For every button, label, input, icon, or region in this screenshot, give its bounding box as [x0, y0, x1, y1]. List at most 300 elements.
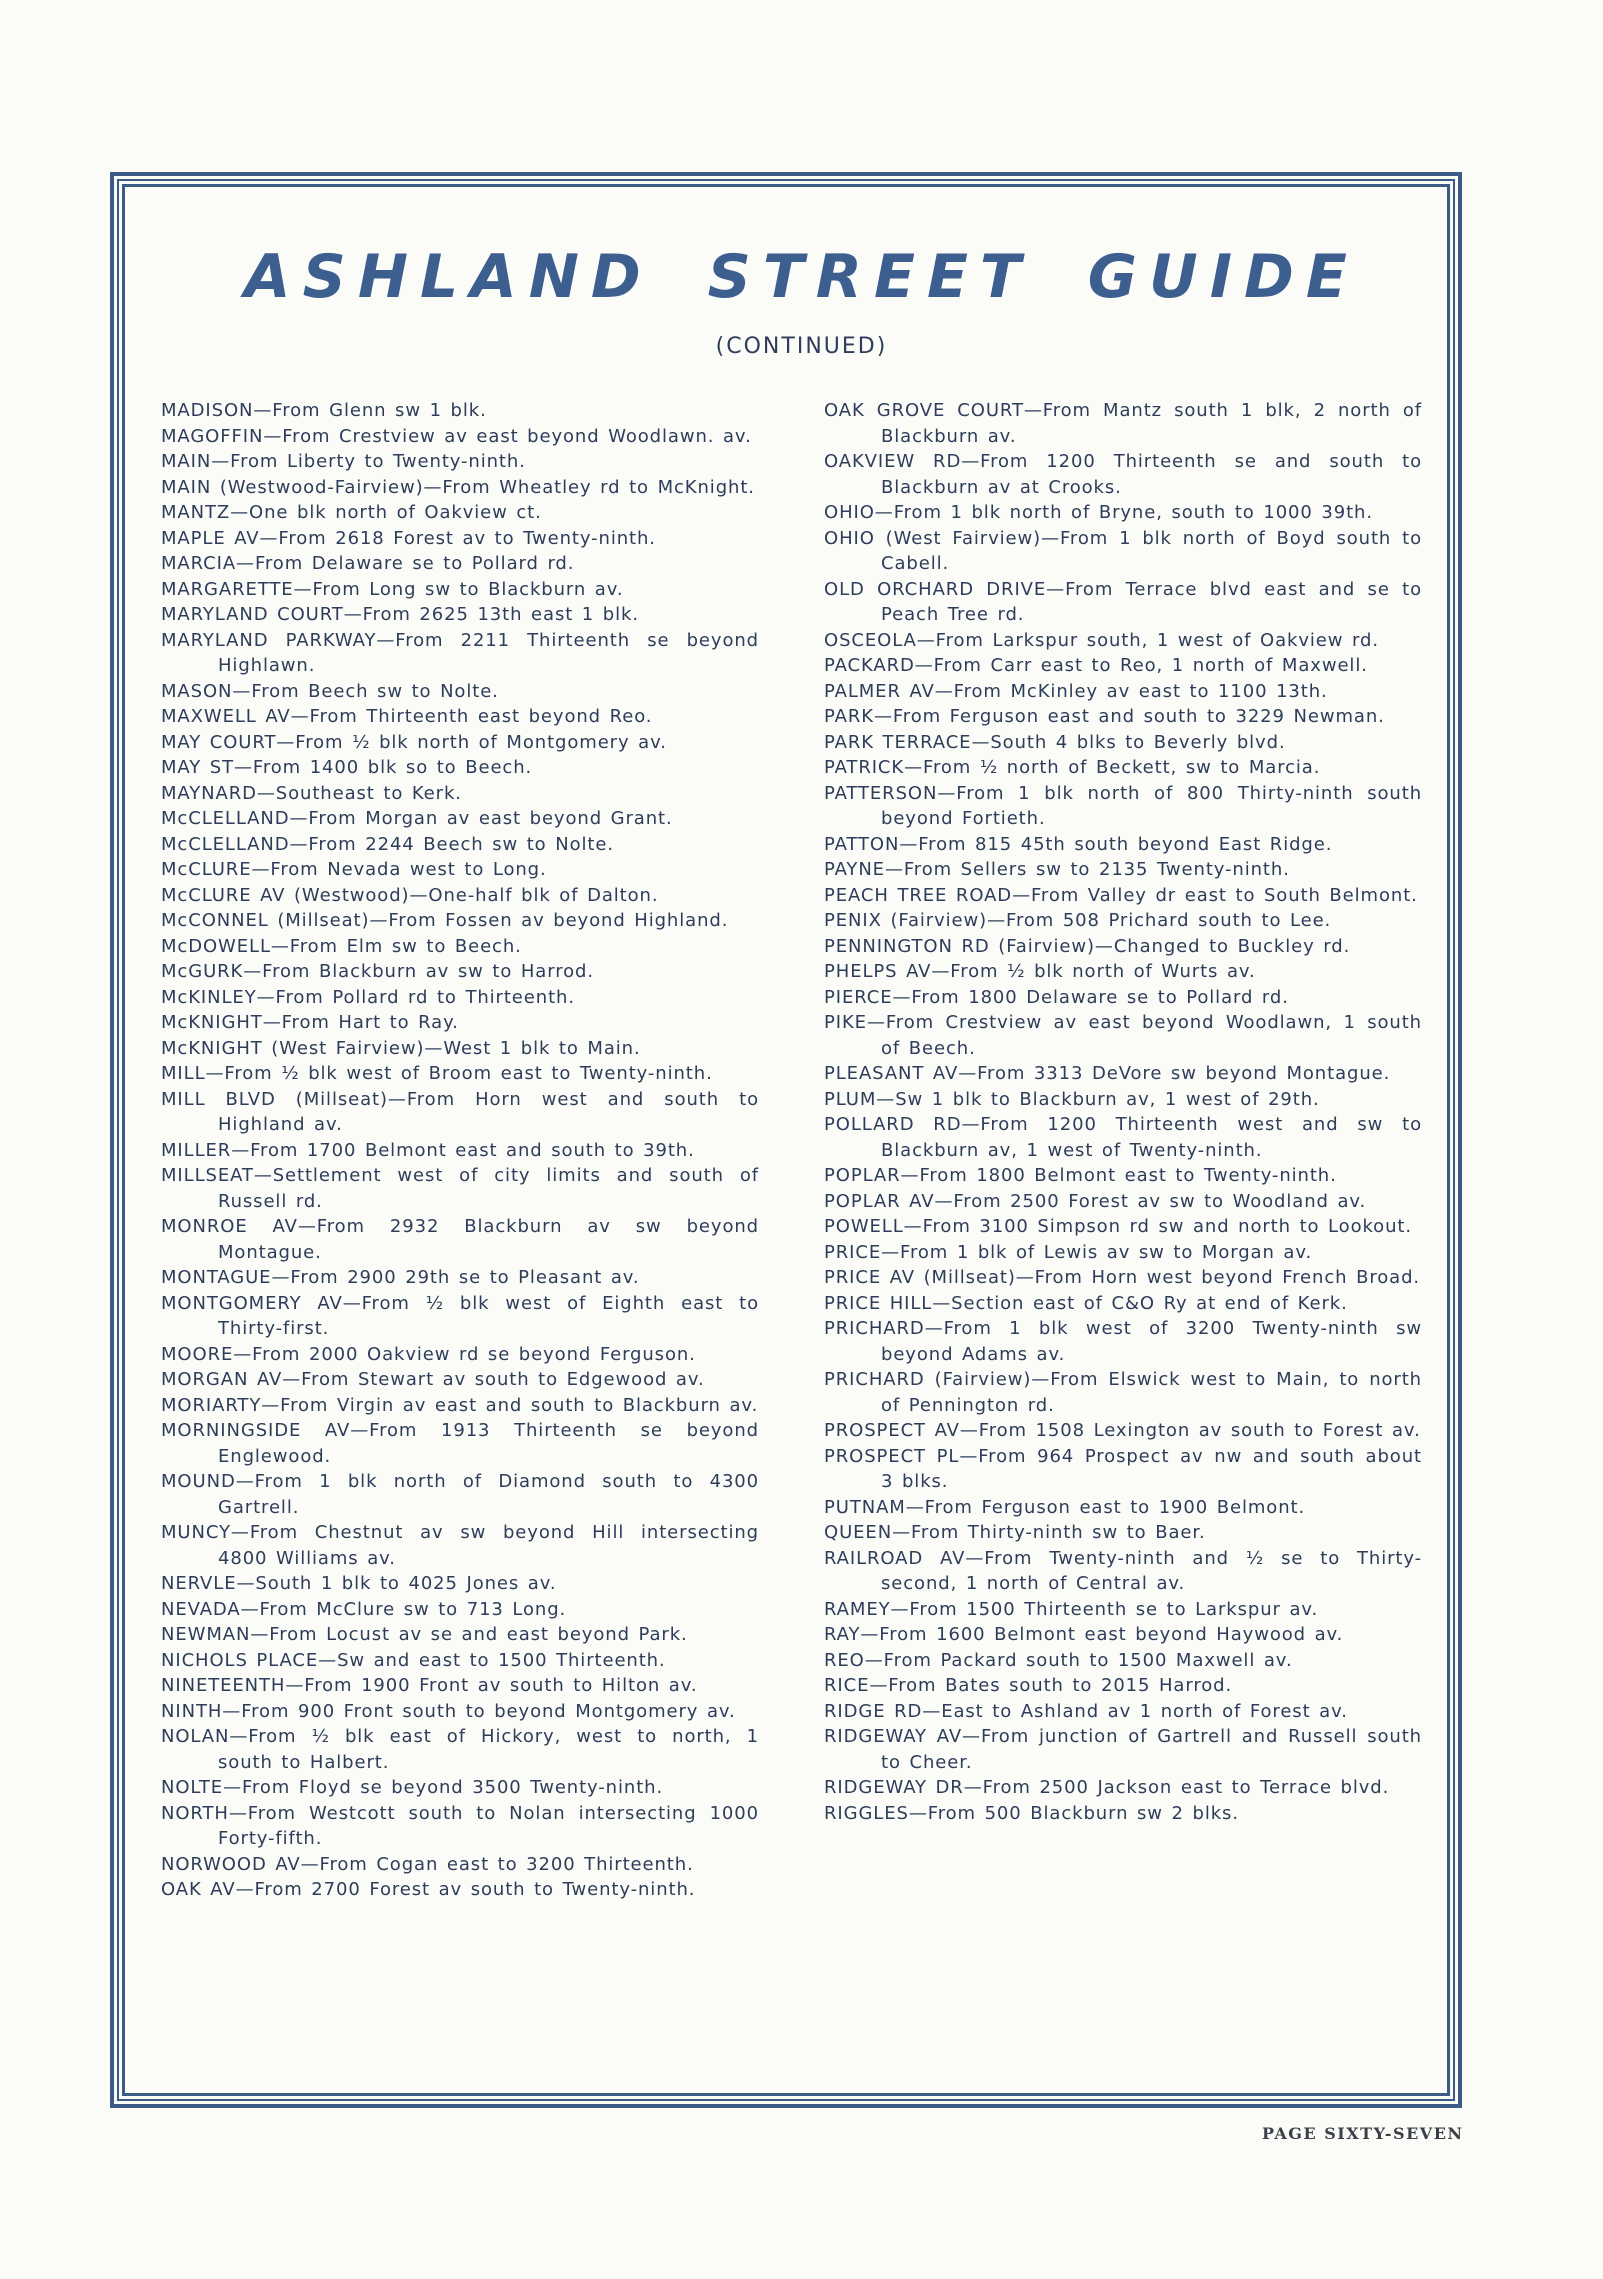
street-entry — [824, 577, 1422, 628]
street-description: From Long sw to Blackburn av. — [312, 578, 624, 600]
street-entry — [824, 755, 1422, 781]
em-dash-separator: — — [271, 1267, 291, 1288]
em-dash-separator: — — [965, 1547, 985, 1569]
em-dash-separator: — — [259, 527, 279, 549]
street-name: McCLURE — [161, 859, 252, 880]
street-description: From Elswick west to Main, to north of Pennington rd. — [881, 1369, 1422, 1416]
street-entry — [161, 679, 759, 705]
street-name: PIKE — [824, 1012, 867, 1033]
em-dash-separator: — — [937, 782, 957, 804]
em-dash-separator: — — [423, 476, 443, 498]
street-name: MASON — [161, 680, 233, 702]
em-dash-separator: — — [1031, 1369, 1051, 1390]
street-name: NOLAN — [161, 1726, 230, 1747]
em-dash-separator: — — [932, 1292, 952, 1314]
em-dash-separator: — — [914, 655, 934, 676]
street-entry — [824, 1801, 1422, 1827]
street-description: From 2000 Oakview rd se beyond Ferguson. — [252, 1343, 696, 1365]
street-description: From 1508 Lexington av south to Forest av. — [978, 1420, 1421, 1441]
street-entry — [161, 475, 759, 501]
street-name: OLD ORCHARD DRIVE — [824, 578, 1047, 600]
street-name: OHIO — [824, 502, 875, 523]
street-description: From 1913 Thirteenth se beyond Englewood. — [218, 1420, 759, 1467]
street-entry — [161, 1622, 759, 1648]
street-entry — [824, 908, 1422, 934]
em-dash-separator: — — [282, 1369, 302, 1390]
street-name: OAK GROVE COURT — [824, 400, 1024, 421]
em-dash-separator: — — [905, 1496, 925, 1518]
street-entry — [161, 602, 759, 628]
em-dash-separator: — — [881, 1241, 901, 1263]
street-description: From 1600 Belmont east beyond Haywood av. — [879, 1624, 1344, 1645]
em-dash-separator: — — [211, 451, 231, 472]
street-description: From Pollard rd to Thirteenth. — [275, 986, 575, 1008]
street-name: McCLELLAND — [161, 808, 290, 829]
street-description: From 1200 Thirteenth se and south to Blackburn av at Crooks. — [881, 451, 1422, 498]
street-entry — [824, 704, 1422, 730]
street-name: McGURK — [161, 961, 244, 982]
street-entry — [824, 857, 1422, 883]
street-entry — [824, 1316, 1422, 1367]
street-name: OAK AV — [161, 1879, 236, 1900]
em-dash-separator: — — [350, 1420, 370, 1441]
street-entry — [161, 1010, 759, 1036]
street-entry — [161, 1699, 759, 1725]
em-dash-separator: — — [866, 1012, 886, 1033]
em-dash-separator: — — [869, 1675, 889, 1696]
em-dash-separator: — — [904, 757, 924, 778]
street-name: RIDGEWAY AV — [824, 1726, 963, 1747]
street-list-right-column — [824, 398, 1422, 1826]
street-name: OSCEOLA — [824, 629, 917, 651]
em-dash-separator: — — [230, 1522, 250, 1543]
street-description: From Mantz south 1 blk, 2 north of Blackburn av. — [881, 400, 1422, 447]
street-entry — [161, 1571, 759, 1597]
street-entry — [824, 1189, 1422, 1215]
street-name: NEVADA — [161, 1598, 241, 1620]
street-name: RIDGE RD — [824, 1700, 923, 1722]
street-description: From Wheatley rd to McKnight. — [442, 476, 755, 498]
em-dash-separator: — — [931, 961, 951, 982]
street-description: From Valley dr east to South Belmont. — [1030, 884, 1418, 906]
street-name: RAILROAD AV — [824, 1547, 966, 1569]
street-description: From Morgan av east beyond Grant. — [308, 808, 673, 829]
street-entry — [824, 1444, 1422, 1495]
street-description: From 1 blk north of Diamond south to 4300 Gartrell. — [218, 1471, 759, 1518]
street-name: PROSPECT PL — [824, 1445, 960, 1467]
street-entry — [824, 526, 1422, 577]
em-dash-separator: — — [285, 1675, 305, 1696]
em-dash-separator: — — [959, 1420, 979, 1441]
street-description: From Larkspur south, 1 west of Oakview rd. — [935, 629, 1379, 651]
street-description: From Blackburn av sw to Harrod. — [262, 961, 594, 982]
street-entry — [161, 1418, 759, 1469]
em-dash-separator: — — [228, 1802, 248, 1824]
street-name: McCLURE AV (Westwood) — [161, 884, 410, 906]
em-dash-separator: — — [297, 1216, 317, 1237]
street-entry — [824, 1010, 1422, 1061]
street-entry — [824, 1622, 1422, 1648]
street-name: MAYNARD — [161, 782, 257, 804]
street-description: From 3100 Simpson rd sw and north to Lookout. — [922, 1216, 1412, 1237]
street-description: East to Ashland av 1 north of Forest av. — [941, 1700, 1348, 1722]
street-entry — [824, 1699, 1422, 1725]
street-name: PLUM — [824, 1088, 877, 1110]
street-name: OHIO (West Fairview) — [824, 527, 1042, 549]
street-description: From McKinley av east to 1100 13th. — [953, 680, 1328, 702]
street-entry — [824, 1546, 1422, 1597]
street-name: NERVLE — [161, 1573, 237, 1594]
street-description: From ½ blk west of Eighth east to Thirty-first. — [218, 1292, 759, 1339]
em-dash-separator: — — [222, 1700, 242, 1722]
street-description: From Terrace blvd east and se to Peach Tree rd. — [881, 578, 1422, 625]
street-description: From ½ blk north of Wurts av. — [950, 961, 1256, 982]
street-description: From Cogan east to 3200 Thirteenth. — [319, 1853, 694, 1875]
street-entry — [824, 1163, 1422, 1189]
em-dash-separator: — — [987, 910, 1006, 931]
street-name: PUTNAM — [824, 1496, 906, 1518]
street-name: McKINLEY — [161, 986, 257, 1008]
street-entry — [161, 832, 759, 858]
street-description: From 2700 Forest av south to Twenty-ninth. — [254, 1879, 696, 1900]
street-description: From Ferguson east to 1900 Belmont. — [924, 1496, 1306, 1518]
street-entry — [824, 1112, 1422, 1163]
street-entry — [824, 1214, 1422, 1240]
street-name: McCONNEL (Millseat) — [161, 910, 370, 931]
street-name: PIERCE — [824, 986, 893, 1008]
street-description: From McClure sw to 713 Long. — [259, 1598, 567, 1620]
street-entry — [161, 1520, 759, 1571]
street-name: McKNIGHT — [161, 1012, 263, 1033]
street-description: From Horn west and south to Highland av. — [218, 1088, 760, 1135]
street-description: From Nevada west to Long. — [270, 859, 547, 880]
street-entry — [161, 1214, 759, 1265]
street-entry — [824, 985, 1422, 1011]
street-name: POLLARD RD — [824, 1114, 962, 1135]
em-dash-separator: — — [963, 1777, 983, 1798]
street-list-left-column — [161, 398, 759, 1903]
em-dash-separator: — — [263, 425, 283, 447]
street-entry — [824, 1061, 1422, 1087]
em-dash-separator: — — [899, 833, 919, 855]
em-dash-separator: — — [934, 1190, 954, 1212]
em-dash-separator: — — [1046, 578, 1066, 600]
street-entry — [161, 1291, 759, 1342]
street-name: McCLELLAND — [161, 833, 290, 855]
street-entry — [824, 500, 1422, 526]
street-description: From 1500 Thirteenth se to Larkspur av. — [909, 1598, 1319, 1620]
street-description: From 508 Prichard south to Lee. — [1006, 910, 1332, 931]
street-entry — [824, 628, 1422, 654]
street-name: PEACH TREE ROAD — [824, 884, 1013, 906]
street-entry — [161, 806, 759, 832]
street-name: MONTGOMERY AV — [161, 1292, 343, 1314]
street-name: PATRICK — [824, 757, 905, 778]
street-entry — [161, 1852, 759, 1878]
street-description: From ½ blk north of Montgomery av. — [295, 731, 667, 753]
street-description: From Hart to Ray. — [281, 1012, 459, 1033]
em-dash-separator: — — [387, 1088, 407, 1110]
street-description: From 815 45th south beyond East Ridge. — [918, 833, 1333, 855]
street-name: NORWOOD AV — [161, 1853, 301, 1875]
street-entry — [824, 679, 1422, 705]
street-name: MAIN (Westwood-Fairview) — [161, 476, 424, 498]
street-description: South 4 blks to Beverly blvd. — [990, 731, 1286, 753]
street-entry — [824, 1724, 1422, 1775]
em-dash-separator: — — [251, 859, 271, 880]
street-entry — [161, 1061, 759, 1087]
street-entry — [161, 1775, 759, 1801]
street-name: MARGARETTE — [161, 578, 294, 600]
em-dash-separator: — — [270, 935, 290, 957]
em-dash-separator: — — [229, 1726, 249, 1747]
street-name: PRICE — [824, 1241, 882, 1263]
em-dash-separator: — — [1015, 1267, 1035, 1288]
street-entry — [161, 1393, 759, 1419]
street-description: From Westcott south to Nolan intersecting 1000 Forty-fifth. — [218, 1802, 759, 1849]
street-description: South 1 blk to 4025 Jones av. — [255, 1573, 557, 1594]
street-name: MORIARTY — [161, 1394, 262, 1416]
street-description: From 1800 Delaware se to Pollard rd. — [911, 986, 1289, 1008]
street-description: From 1 blk north of Bryne, south to 1000 39th. — [893, 502, 1373, 523]
street-name: PRICE AV (Millseat) — [824, 1267, 1016, 1288]
street-entry — [161, 1648, 759, 1674]
em-dash-separator: — — [876, 1088, 896, 1110]
street-name: QUEEN — [824, 1522, 893, 1543]
em-dash-separator: — — [892, 1522, 911, 1543]
street-name: MONTAGUE — [161, 1267, 272, 1288]
street-description: Changed to Buckley rd. — [1113, 935, 1351, 957]
em-dash-separator: — — [293, 578, 313, 600]
em-dash-separator: — — [342, 1292, 362, 1314]
street-name: NICHOLS PLACE — [161, 1649, 319, 1671]
street-name: RIGGLES — [824, 1802, 909, 1824]
em-dash-separator: — — [874, 502, 894, 523]
street-description: From Horn west beyond French Broad. — [1034, 1267, 1421, 1288]
em-dash-separator: — — [369, 910, 389, 931]
street-description: From Chestnut av sw beyond Hill intersecting 4800 Williams av. — [218, 1522, 759, 1569]
em-dash-separator: — — [236, 1573, 256, 1594]
street-description: From Beech sw to Nolte. — [251, 680, 499, 702]
street-entry — [824, 1291, 1422, 1317]
street-description: From Bates south to 2015 Harrod. — [888, 1675, 1233, 1696]
street-name: PRICHARD (Fairview) — [824, 1369, 1032, 1390]
em-dash-separator: — — [962, 1726, 981, 1747]
street-description: From 1 blk north of Boyd south to Cabell. — [881, 527, 1422, 574]
street-name: MILLSEAT — [161, 1165, 254, 1186]
street-entry — [161, 1877, 759, 1903]
em-dash-separator: — — [1041, 527, 1060, 549]
em-dash-separator: — — [261, 1394, 281, 1416]
street-entry — [824, 832, 1422, 858]
street-description: From Carr east to Reo, 1 north of Maxwell. — [933, 655, 1368, 676]
street-description: Settlement west of city limits and south of Russell rd. — [218, 1165, 759, 1212]
street-entry — [161, 398, 759, 424]
street-description: From ½ blk east of Hickory, west to north, 1 south to Halbert. — [218, 1726, 759, 1773]
em-dash-separator: — — [900, 1165, 920, 1186]
street-name: PACKARD — [824, 655, 915, 676]
street-name: NINTH — [161, 1700, 223, 1722]
street-description: From Liberty to Twenty-ninth. — [230, 451, 526, 472]
street-name: REO — [824, 1649, 865, 1671]
street-name: RIDGEWAY DR — [824, 1777, 964, 1798]
street-entry — [161, 730, 759, 756]
street-entry — [161, 500, 759, 526]
street-name: MUNCY — [161, 1522, 231, 1543]
street-entry — [161, 1367, 759, 1393]
street-name: PROSPECT AV — [824, 1420, 960, 1441]
street-entry — [161, 424, 759, 450]
street-name: POPLAR AV — [824, 1190, 935, 1212]
em-dash-separator: — — [892, 986, 912, 1008]
street-entry — [161, 1163, 759, 1214]
street-entry — [824, 781, 1422, 832]
em-dash-separator: — — [256, 986, 276, 1008]
em-dash-separator: — — [262, 1012, 282, 1033]
street-name: PATTERSON — [824, 782, 938, 804]
street-description: Sw 1 blk to Blackburn av, 1 west of 29th. — [895, 1088, 1320, 1110]
street-entry — [161, 985, 759, 1011]
em-dash-separator: — — [873, 706, 893, 727]
street-name: POPLAR — [824, 1165, 901, 1186]
street-description: From 1 blk north of 800 Thirty-ninth south beyond Fortieth. — [881, 782, 1422, 829]
em-dash-separator: — — [903, 1216, 923, 1237]
street-name: PRICE HILL — [824, 1292, 933, 1314]
street-name: PAYNE — [824, 859, 885, 880]
street-entry — [824, 1648, 1422, 1674]
street-description: From 1200 Thirteenth west and sw to Blackburn av, 1 west of Twenty-ninth. — [881, 1114, 1422, 1161]
street-name: McDOWELL — [161, 935, 271, 957]
street-description: From ½ north of Beckett, sw to Marcia. — [923, 757, 1321, 778]
street-entry — [824, 1673, 1422, 1699]
street-description: From 500 Blackburn sw 2 blks. — [927, 1802, 1239, 1824]
street-entry — [161, 1342, 759, 1368]
em-dash-separator: — — [864, 1649, 884, 1671]
street-description: From 2500 Jackson east to Terrace blvd. — [982, 1777, 1390, 1798]
street-entry — [161, 1469, 759, 1520]
street-name: NEWMAN — [161, 1624, 251, 1645]
street-entry — [161, 1265, 759, 1291]
em-dash-separator: — — [253, 1165, 273, 1186]
em-dash-separator: — — [961, 1114, 981, 1135]
street-name: MAGOFFIN — [161, 425, 264, 447]
street-name: NOLTE — [161, 1777, 224, 1798]
street-description: From 3313 DeVore sw beyond Montague. — [977, 1063, 1391, 1084]
street-description: From 1400 blk so to Beech. — [252, 757, 533, 778]
em-dash-separator: — — [1094, 935, 1114, 957]
street-description: From 2932 Blackburn av sw beyond Montague. — [218, 1216, 759, 1263]
street-entry — [161, 857, 759, 883]
em-dash-separator: — — [230, 502, 250, 523]
street-name: PHELPS AV — [824, 961, 932, 982]
street-description: From 2625 13th east 1 blk. — [362, 604, 639, 625]
page-number: PAGE SIXTY-SEVEN — [1262, 2124, 1464, 2143]
em-dash-separator: — — [253, 400, 273, 421]
street-description: From 1 blk of Lewis av sw to Morgan av. — [900, 1241, 1313, 1263]
street-name: MAIN — [161, 451, 212, 472]
street-description: Section east of C&O Ry at end of Kerk. — [951, 1292, 1348, 1314]
em-dash-separator: — — [250, 1624, 270, 1645]
street-description: From 1800 Belmont east to Twenty-ninth. — [919, 1165, 1337, 1186]
street-entry — [161, 1087, 759, 1138]
street-description: From 900 Front south to beyond Montgomery av. — [241, 1700, 736, 1722]
street-description: From Thirteenth east beyond Reo. — [309, 706, 653, 727]
street-description: From Twenty-ninth and ½ se to Thirty-second, 1 north of Central av. — [881, 1547, 1422, 1594]
street-entry — [824, 883, 1422, 909]
em-dash-separator: — — [958, 1063, 978, 1084]
em-dash-separator: — — [971, 731, 991, 753]
em-dash-separator: — — [934, 680, 954, 702]
em-dash-separator: — — [318, 1649, 338, 1671]
street-entry — [161, 704, 759, 730]
street-name: MANTZ — [161, 502, 231, 523]
street-name: MILL BLVD (Millseat) — [161, 1088, 388, 1110]
street-description: From 2211 Thirteenth se beyond Highlawn. — [218, 629, 759, 676]
street-name: PALMER AV — [824, 680, 935, 702]
street-description: From 2500 Forest av sw to Woodland av. — [953, 1190, 1367, 1212]
street-entry — [161, 526, 759, 552]
street-description: From Elm sw to Beech. — [289, 935, 522, 957]
em-dash-separator: — — [236, 553, 255, 574]
em-dash-separator: — — [922, 1700, 942, 1722]
street-entry — [824, 398, 1422, 449]
em-dash-separator: — — [232, 680, 252, 702]
em-dash-separator: — — [890, 1598, 910, 1620]
em-dash-separator: — — [916, 629, 936, 651]
street-name: NORTH — [161, 1802, 229, 1824]
street-description: From Glenn sw 1 blk. — [272, 400, 487, 421]
street-entry — [161, 1801, 759, 1852]
street-entry — [161, 1597, 759, 1623]
em-dash-separator: — — [1023, 400, 1043, 421]
street-entry — [824, 653, 1422, 679]
street-entry — [161, 934, 759, 960]
page-subtitle: (CONTINUED) — [715, 334, 888, 359]
street-description: From Crestview av east beyond Woodlawn, 1 south of Beech. — [881, 1012, 1422, 1059]
street-description: From 2618 Forest av to Twenty-ninth. — [278, 527, 656, 549]
em-dash-separator: — — [243, 961, 263, 982]
street-name: PLEASANT AV — [824, 1063, 959, 1084]
street-description: From Floyd se beyond 3500 Twenty-ninth. — [241, 1777, 664, 1798]
em-dash-separator: — — [290, 706, 310, 727]
em-dash-separator: — — [908, 1802, 928, 1824]
street-name: RAY — [824, 1624, 861, 1645]
street-name: MILL — [161, 1063, 206, 1084]
street-description: One blk north of Oakview ct. — [249, 502, 542, 523]
street-description: From 1 blk west of 3200 Twenty-ninth sw beyond Adams av. — [881, 1318, 1422, 1365]
street-entry — [824, 1265, 1422, 1291]
em-dash-separator: — — [233, 1343, 253, 1365]
street-name: PENNINGTON RD (Fairview) — [824, 935, 1095, 957]
em-dash-separator: — — [376, 629, 396, 651]
em-dash-separator: — — [235, 1879, 255, 1900]
street-name: MAY COURT — [161, 731, 277, 753]
em-dash-separator: — — [223, 1777, 242, 1798]
street-name: POWELL — [824, 1216, 904, 1237]
street-entry — [161, 781, 759, 807]
em-dash-separator: — — [409, 884, 429, 906]
street-name: MAY ST — [161, 757, 234, 778]
em-dash-separator: — — [961, 451, 981, 472]
street-entry — [824, 1495, 1422, 1521]
street-description: From Virgin av east and south to Blackburn av. — [280, 1394, 759, 1416]
em-dash-separator: — — [860, 1624, 880, 1645]
street-name: PATTON — [824, 833, 900, 855]
street-entry — [824, 959, 1422, 985]
street-name: MARYLAND PARKWAY — [161, 629, 377, 651]
street-description: Sw and east to 1500 Thirteenth. — [337, 1649, 666, 1671]
street-name: PENIX (Fairview) — [824, 910, 988, 931]
